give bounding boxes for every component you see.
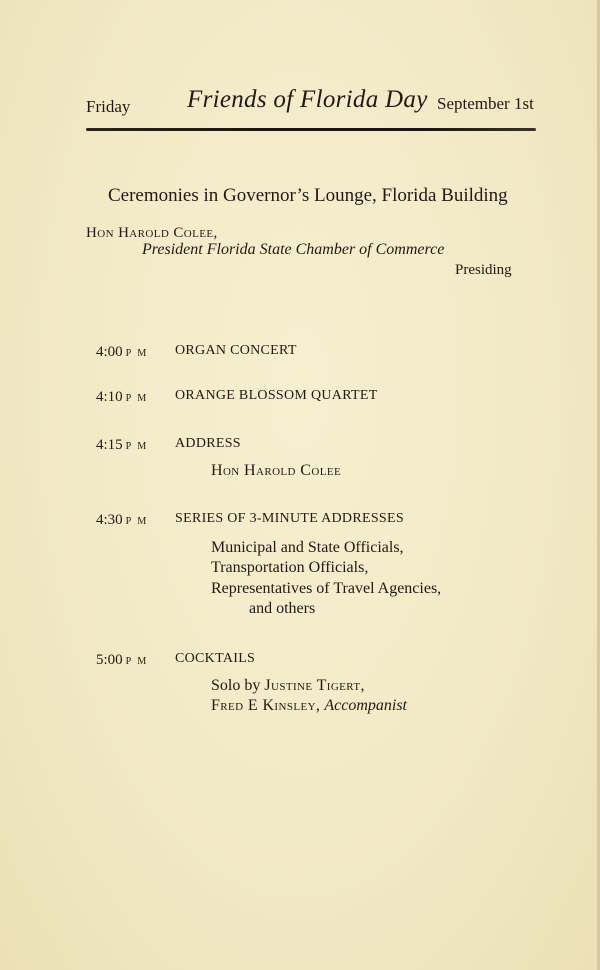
event-detail: Transportation Officials,: [211, 559, 369, 576]
event-time-value: 5:00: [96, 652, 123, 668]
event-time-ampm: P M: [125, 393, 149, 404]
event-time-ampm: P M: [125, 441, 149, 452]
section-title: Ceremonies in Governor’s Lounge, Florida Building: [108, 185, 508, 206]
event-time-value: 4:15: [96, 437, 123, 453]
event-title: SERIES OF 3-MINUTE ADDRESSES: [175, 511, 404, 526]
event-title: ORGAN CONCERT: [175, 343, 297, 358]
event-time: [96, 344, 148, 361]
event-detail-line: [211, 696, 407, 716]
event-detail: Hon Harold Colee: [211, 462, 342, 479]
event-time-value: 4:10: [96, 389, 123, 405]
event-time-value: 4:30: [96, 512, 123, 528]
event-time: [96, 652, 148, 669]
event-detail: Representatives of Travel Agencies,: [211, 580, 442, 597]
event-time-value: 4:00: [96, 344, 123, 360]
event-time-ampm: P M: [125, 516, 149, 527]
event-detail-line: [211, 676, 365, 696]
page-header: [0, 0, 600, 140]
event-detail: and others: [249, 600, 316, 617]
presider-note: Presiding: [455, 262, 512, 278]
event-detail: Municipal and State Officials,: [211, 539, 404, 556]
event-time: [96, 512, 148, 529]
event-time-ampm: P M: [125, 348, 149, 359]
accompanist-name: Fred E Kinsley,: [211, 697, 321, 714]
presider-name: Hon Harold Colee,: [86, 225, 218, 241]
event-time: [96, 389, 148, 406]
event-title: COCKTAILS: [175, 651, 256, 666]
event-title: ORANGE BLOSSOM QUARTET: [175, 388, 378, 403]
header-day: Friday: [86, 97, 131, 116]
accompanist-label: Accompanist: [324, 697, 407, 714]
soloist-name: Justine Tigert,: [264, 677, 365, 694]
header-date: September 1st: [437, 94, 534, 113]
event-title: ADDRESS: [175, 436, 241, 451]
event-time: [96, 437, 148, 454]
presider-role: President Florida State Chamber of Commerce: [142, 241, 445, 258]
event-time-ampm: P M: [125, 656, 149, 667]
header-title: Friends of Florida Day: [187, 86, 428, 113]
solo-label: Solo by: [211, 677, 261, 694]
header-rule: [86, 128, 536, 131]
